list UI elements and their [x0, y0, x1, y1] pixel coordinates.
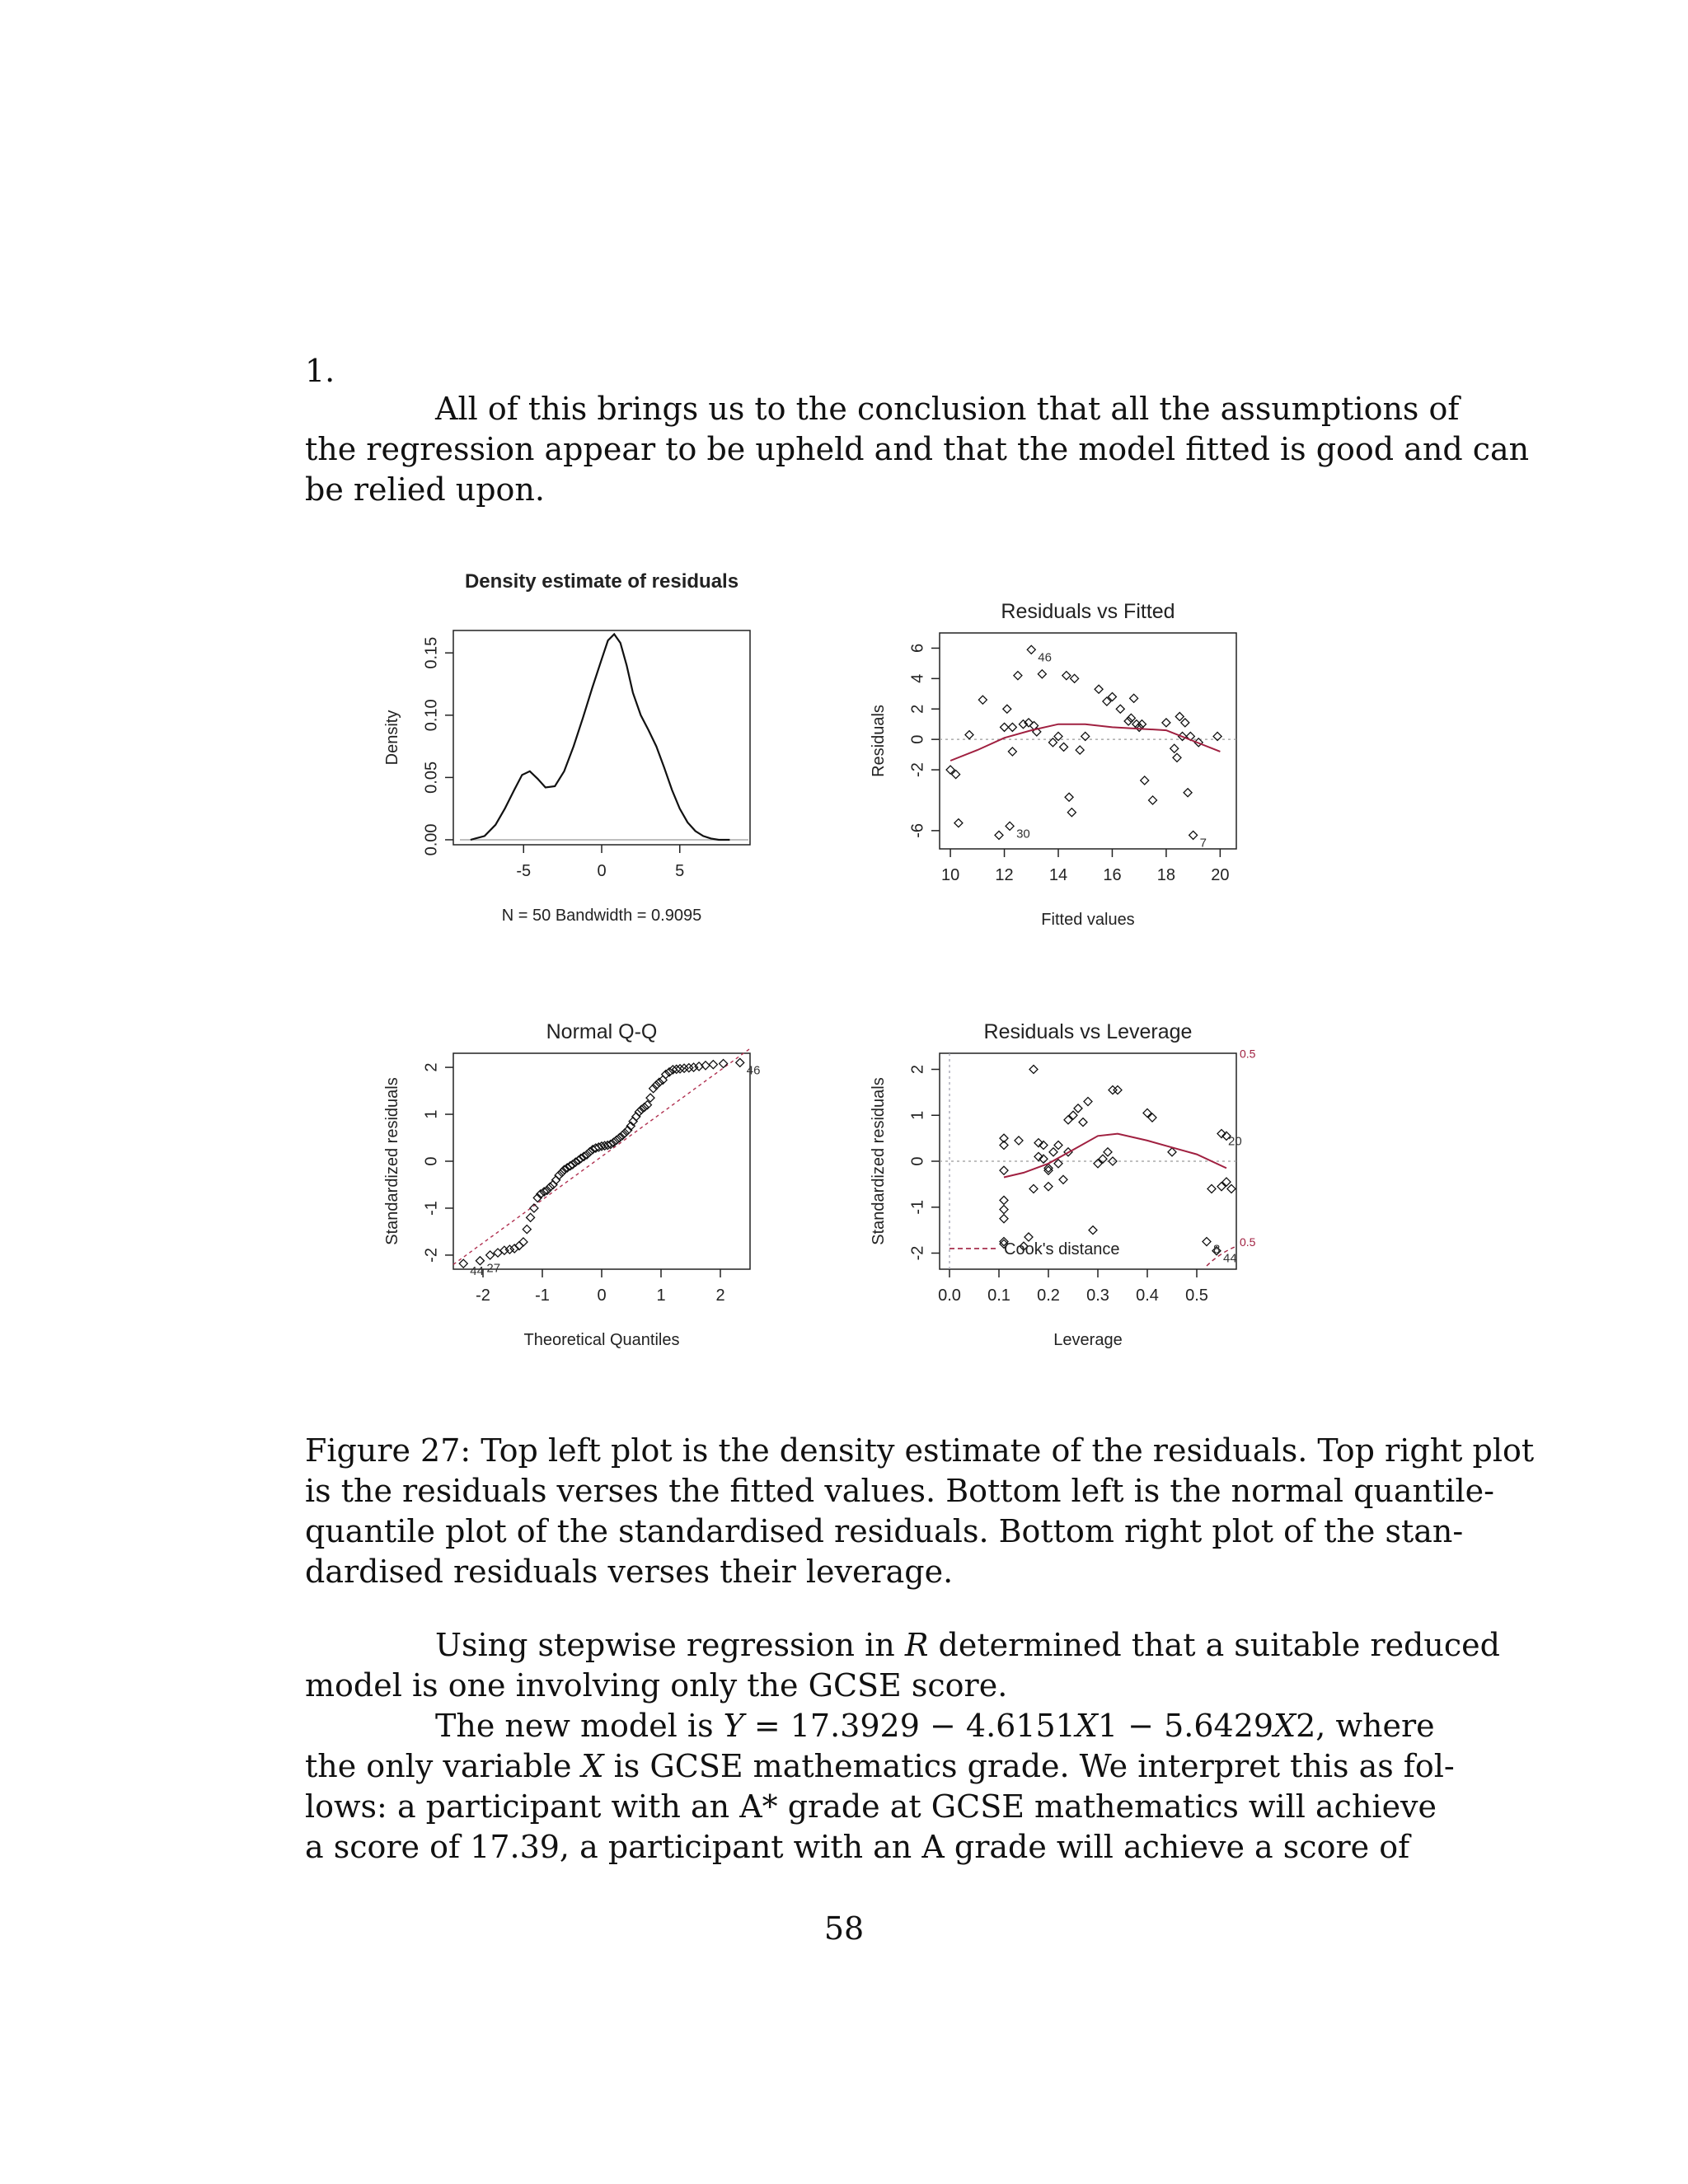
y-axis-label: Standardized residuals	[383, 1077, 401, 1245]
caption-line: Figure 27: Top left plot is the density estimate of the residuals. Top right plot	[305, 1432, 1535, 1469]
data-point	[1207, 1184, 1216, 1193]
section-number: 1.	[305, 353, 335, 389]
x-tick-label: -1	[535, 1286, 550, 1305]
data-point	[1054, 1160, 1062, 1168]
y-tick-label: -2	[422, 1248, 441, 1263]
y-tick-label: -2	[908, 762, 927, 777]
data-point	[519, 1238, 528, 1246]
data-point	[1181, 719, 1189, 727]
data-point	[1054, 1141, 1062, 1149]
y-tick-label: 6	[908, 643, 927, 654]
data-point	[1132, 720, 1141, 729]
data-point	[1114, 1086, 1122, 1094]
point-label: 27	[486, 1261, 501, 1276]
data-point	[1095, 685, 1103, 693]
figure-caption	[305, 1431, 1535, 1592]
text-line: a score of 17.39, a participant with an A grade will achieve a score of	[305, 1829, 1410, 1865]
data-point	[1109, 1086, 1117, 1094]
qq-reference-line	[453, 1048, 750, 1264]
data-point	[1116, 705, 1124, 713]
smoother-line	[950, 724, 1220, 761]
density-plot	[383, 570, 750, 925]
data-point	[1000, 1206, 1008, 1214]
data-point	[1000, 1196, 1008, 1204]
y-tick-label: 0.15	[422, 636, 441, 669]
y-tick-label: 0.00	[422, 823, 441, 856]
data-point	[1079, 1118, 1087, 1127]
x-tick-label: 12	[995, 866, 1014, 884]
data-point	[1014, 672, 1022, 680]
y-axis-label: Density	[383, 710, 401, 766]
data-point	[1074, 1104, 1082, 1113]
text-line: Using stepwise regression in R determined that a suitable reduced	[435, 1627, 1500, 1663]
y-tick-label: 0.05	[422, 761, 441, 794]
point-label: 44	[1223, 1251, 1237, 1266]
point-label: 8	[1213, 1242, 1221, 1257]
text-line: The new model is Y = 17.3929 − 4.6151X1 − 5.6429X2, where	[435, 1708, 1435, 1744]
data-point	[1175, 712, 1184, 720]
normal-qq-plot	[383, 1020, 760, 1349]
data-point	[1089, 1226, 1097, 1235]
data-point	[1062, 672, 1071, 680]
data-point	[1038, 670, 1046, 678]
text-line: lows: a participant with an A* grade at GCSE mathematics will achieve	[305, 1788, 1437, 1825]
x-tick-label: 0	[597, 862, 607, 880]
y-tick-label: 0	[908, 1156, 927, 1166]
cooks-contour-label: 0.5	[1240, 1235, 1256, 1249]
y-tick-label: 1	[908, 1110, 927, 1120]
data-point	[736, 1058, 744, 1066]
data-point	[1149, 796, 1157, 804]
x-tick-label: 1	[656, 1286, 666, 1305]
figure-27	[383, 560, 1294, 1385]
cooks-contour-label: 0.5	[1240, 1047, 1256, 1061]
x-tick-label: 14	[1048, 866, 1068, 884]
x-tick-label: 0.0	[938, 1286, 961, 1305]
x-tick-label: 5	[675, 862, 685, 880]
plot-frame	[453, 630, 750, 845]
data-point	[1006, 822, 1014, 830]
y-axis-label: Residuals	[870, 705, 888, 777]
data-point	[954, 819, 963, 827]
data-point	[1049, 1148, 1057, 1156]
data-point	[459, 1259, 467, 1268]
data-point	[1127, 714, 1135, 722]
y-tick-label: 0	[908, 734, 927, 744]
data-point	[1060, 743, 1068, 751]
caption-line: is the residuals verses the fitted values. Bottom left is the normal quantile-	[305, 1473, 1494, 1509]
data-point	[1000, 1215, 1008, 1223]
caption-line: quantile plot of the standardised residuals. Bottom right plot of the stan-	[305, 1513, 1464, 1549]
page-number: 58	[823, 1910, 865, 1947]
data-point	[1227, 1184, 1236, 1193]
x-axis-label: Fitted values	[1041, 911, 1135, 929]
chart-title: Normal Q-Q	[546, 1020, 658, 1043]
text-line: All of this brings us to the conclusion that all the assumptions of	[435, 391, 1460, 427]
y-tick-label: 4	[908, 673, 927, 683]
residuals-vs-fitted-plot	[870, 600, 1236, 929]
data-point	[1008, 723, 1016, 731]
data-point	[1084, 1098, 1092, 1106]
data-point	[1001, 723, 1009, 731]
data-point	[1141, 776, 1149, 785]
x-tick-label: -2	[476, 1286, 490, 1305]
x-tick-label: 0.2	[1037, 1286, 1060, 1305]
chart-title: Residuals vs Leverage	[983, 1020, 1193, 1043]
x-tick-label: 0.3	[1086, 1286, 1109, 1305]
y-tick-label: 0	[422, 1156, 441, 1166]
data-point	[1008, 748, 1016, 756]
x-tick-label: -5	[516, 862, 532, 880]
data-point	[1162, 719, 1170, 727]
y-tick-label: -1	[908, 1199, 927, 1215]
y-axis-label: Standardized residuals	[870, 1077, 888, 1245]
data-point	[1003, 705, 1011, 713]
data-point	[1027, 645, 1035, 654]
x-tick-label: 10	[940, 866, 960, 884]
point-label: 7	[1199, 836, 1207, 851]
data-point	[1170, 744, 1179, 752]
point-label: 46	[746, 1063, 761, 1078]
y-tick-label: 2	[908, 1064, 927, 1075]
data-point	[1059, 1175, 1067, 1183]
text-line: model is one involving only the GCSE score.	[305, 1667, 1008, 1704]
y-tick-label: -6	[908, 823, 927, 838]
data-point	[486, 1251, 495, 1259]
y-tick-label: -2	[908, 1245, 927, 1261]
point-label: 46	[1038, 650, 1052, 665]
x-tick-label: 0.1	[987, 1286, 1010, 1305]
data-point	[1065, 793, 1073, 801]
text-line: the regression appear to be upheld and that the model fitted is good and can	[305, 431, 1530, 467]
plot-frame	[453, 1053, 750, 1269]
x-tick-label: 20	[1211, 866, 1230, 884]
data-point	[1168, 1148, 1176, 1156]
data-point	[978, 696, 987, 704]
y-tick-label: 1	[422, 1109, 441, 1119]
text-line: the only variable X is GCSE mathematics grade. We interpret this as fol-	[305, 1748, 1455, 1784]
data-point	[523, 1226, 531, 1234]
data-point	[1071, 674, 1079, 682]
x-tick-label: 18	[1156, 866, 1176, 884]
caption-line: dardised residuals verses their leverage.	[305, 1554, 954, 1590]
x-tick-label: 0.4	[1136, 1286, 1159, 1305]
data-point	[1203, 1238, 1211, 1246]
y-tick-label: -1	[422, 1201, 441, 1216]
y-tick-label: 2	[422, 1062, 441, 1072]
data-point	[709, 1061, 717, 1069]
chart-title: Density estimate of residuals	[464, 570, 739, 593]
data-point	[1184, 789, 1192, 797]
data-point	[1067, 808, 1076, 817]
point-label: 20	[1228, 1134, 1242, 1149]
data-point	[1189, 831, 1198, 839]
data-point	[965, 731, 973, 739]
body-paragraph-3	[305, 1706, 1455, 1868]
data-point	[1173, 753, 1181, 762]
data-point	[1124, 717, 1132, 725]
y-tick-label: 0.10	[422, 699, 441, 732]
point-label: 30	[1016, 827, 1030, 841]
y-tick-label: 2	[908, 704, 927, 714]
data-point	[1029, 1066, 1038, 1074]
data-point	[1044, 1183, 1053, 1191]
x-tick-label: 2	[715, 1286, 725, 1305]
body-paragraph-2	[305, 1625, 1500, 1706]
data-point	[1130, 694, 1138, 702]
x-axis-label: N = 50 Bandwidth = 0.9095	[501, 907, 702, 925]
data-point	[1076, 746, 1084, 754]
x-axis-label: Theoretical Quantiles	[523, 1331, 680, 1349]
data-point	[1104, 1148, 1112, 1156]
text-line: be relied upon.	[305, 471, 545, 508]
data-point	[995, 831, 1003, 839]
density-curve	[471, 635, 730, 841]
x-tick-label: 0	[597, 1286, 607, 1305]
x-axis-label: Leverage	[1053, 1331, 1123, 1349]
plot-frame	[940, 1053, 1236, 1269]
data-point	[1000, 1166, 1008, 1174]
data-point	[1029, 1184, 1038, 1193]
chart-title: Residuals vs Fitted	[1001, 600, 1175, 623]
data-point	[1135, 723, 1143, 731]
x-tick-label: 16	[1103, 866, 1122, 884]
data-point	[1137, 720, 1146, 729]
point-label: 44	[470, 1264, 484, 1279]
cooks-distance-legend-label: Cook's distance	[1004, 1240, 1120, 1258]
intro-paragraph	[305, 389, 1530, 510]
data-point	[527, 1213, 535, 1221]
residuals-vs-leverage-plot	[870, 1020, 1256, 1349]
data-point	[1015, 1137, 1023, 1145]
x-tick-label: 0.5	[1185, 1286, 1208, 1305]
